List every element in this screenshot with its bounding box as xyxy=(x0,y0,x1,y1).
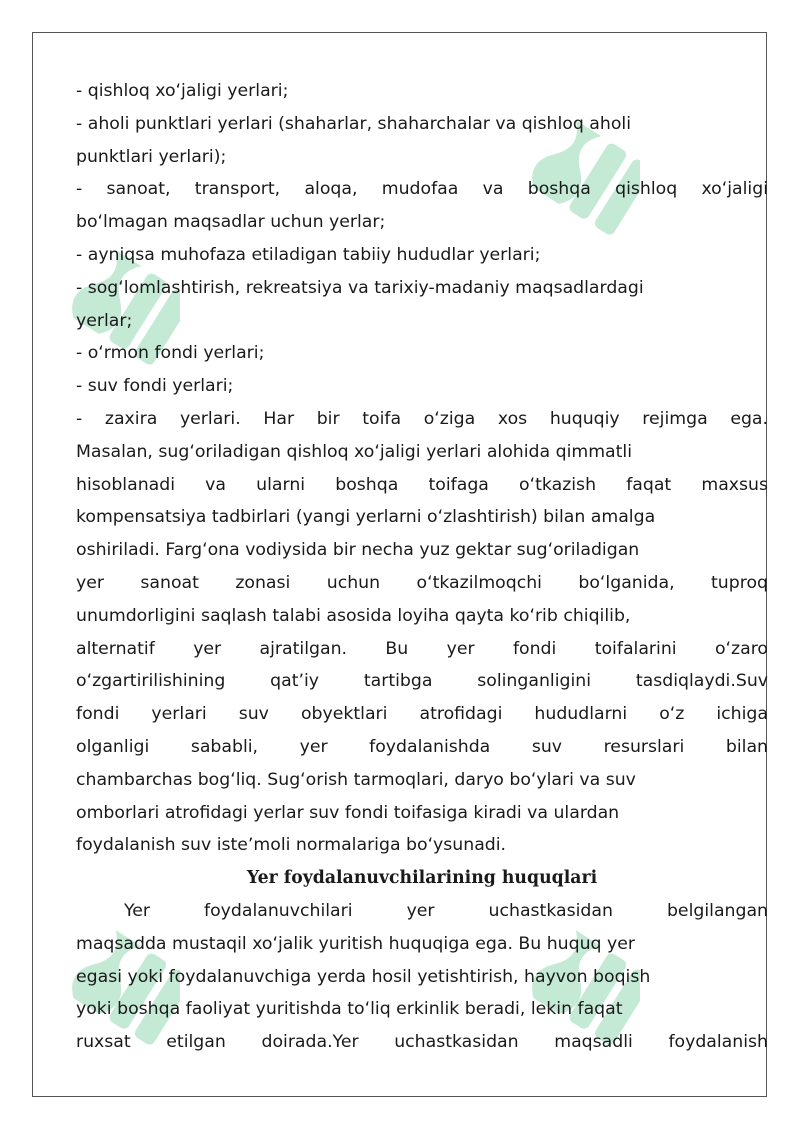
text-line: omborlari atrofidagi yerlar suv fondi toifasiga kiradi va ulardan xyxy=(76,802,620,823)
text-line: - sanoat, transport, aloqa, mudofaa va boshqa qishloq xoʻjaligi xyxy=(76,179,768,200)
text-line: - sogʻlomlashtirish, rekreatsiya va tarixiy-madaniy maqsadlardagi xyxy=(76,277,644,298)
text-line: foydalanish suv isteʼmoli normalariga boʻysunadi. xyxy=(76,835,507,856)
section-heading: Yer foydalanuvchilarining huquqlari xyxy=(246,868,598,889)
text-line: Yer foydalanuvchilari yer uchastkasidan belgilangan xyxy=(124,900,768,921)
document-body xyxy=(76,75,768,1059)
text-line: ruxsat etilgan doirada.Yer uchastkasidan maqsadli foydalanish xyxy=(76,1032,768,1053)
text-line: maqsadda mustaqil xoʻjalik yuritish huquqiga ega. Bu huquq yer xyxy=(76,933,635,954)
text-line: yerlar; xyxy=(76,310,133,331)
text-line: - qishloq xoʻjaligi yerlari; xyxy=(76,81,289,101)
text-line: - aholi punktlari yerlari (shaharlar, shaharchalar va qishloq aholi xyxy=(76,113,631,134)
text-line: - oʻrmon fondi yerlari; xyxy=(76,343,265,364)
text-line: - suv fondi yerlari; xyxy=(76,376,234,397)
text-line: hisoblanadi va ularni boshqa toifaga oʻtkazish faqat maxsus xyxy=(76,474,768,495)
text-line: punktlari yerlari); xyxy=(76,146,227,167)
text-line: oshiriladi. Fargʻona vodiysida bir necha yuz gektar sugʻoriladigan xyxy=(76,540,640,561)
text-line: yoki boshqa faoliyat yuritishda toʻliq erkinlik beradi, lekin faqat xyxy=(76,999,623,1020)
text-line: unumdorligini saqlash talabi asosida loyiha qayta koʻrib chiqilib, xyxy=(76,605,631,626)
text-line: - ayniqsa muhofaza etiladigan tabiiy hududlar yerlari; xyxy=(76,244,541,265)
text-line: yer sanoat zonasi uchun oʻtkazilmoqchi boʻlganida, tuproq xyxy=(76,572,768,593)
text-line: oʻzgartirilishining qatʼiy tartibga solinganligini tasdiqlaydi.Suv xyxy=(76,671,768,692)
text-line: olganligi sababli, yer foydalanishda suv resurslari bilan xyxy=(76,736,768,757)
text-line: - zaxira yerlari. Har bir toifa oʻziga xos huquqiy rejimga ega. xyxy=(76,408,768,429)
text-line: kompensatsiya tadbirlari (yangi yerlarni oʻzlashtirish) bilan amalga xyxy=(76,507,656,528)
text-line: fondi yerlari suv obyektlari atrofidagi hududlarni oʻz ichiga xyxy=(76,704,768,725)
text-line: boʻlmagan maqsadlar uchun yerlar; xyxy=(76,212,386,233)
text-line: egasi yoki foydalanuvchiga yerda hosil yetishtirish, hayvon boqish xyxy=(76,966,651,987)
text-line: chambarchas bogʻliq. Sugʻorish tarmoqlari, daryo boʻylari va suv xyxy=(76,769,636,790)
text-line: Masalan, sugʻoriladigan qishloq xoʻjaligi yerlari alohida qimmatli xyxy=(76,441,633,462)
text-line: alternatif yer ajratilgan. Bu yer fondi toifalarini oʻzaro xyxy=(76,638,768,659)
